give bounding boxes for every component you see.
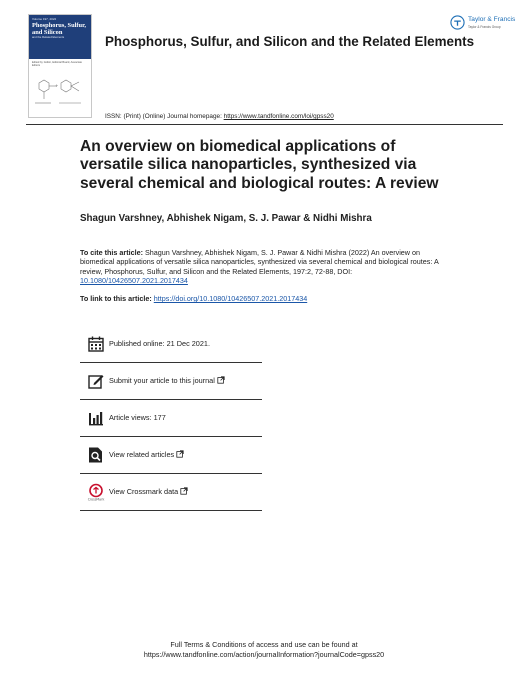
citation-doi-link[interactable]: 10.1080/10426507.2021.2017434 <box>80 275 188 285</box>
journal-homepage-link[interactable]: https://www.tandfonline.com/loi/gpss20 <box>223 113 334 120</box>
crossmark-row[interactable] <box>80 474 262 511</box>
cover-chemical-structure-icon <box>31 73 89 113</box>
svg-text:+: + <box>55 83 59 88</box>
citation-block <box>80 248 450 285</box>
article-views-row <box>80 400 262 437</box>
cover-editors: Edited by: Editor, Editorial Board, Associate Editors <box>32 61 82 68</box>
crossmark-link[interactable] <box>109 487 188 496</box>
bar-chart-icon <box>87 409 105 427</box>
terms-text: Full Terms & Conditions of access and use can be found at <box>170 640 358 649</box>
article-link-label: To link to this article: <box>80 294 152 303</box>
article-title-line: several chemical and biological routes: A review <box>80 174 439 192</box>
published-online-text: Published online: 21 Dec 2021. <box>109 339 211 348</box>
article-metadata-list <box>80 326 262 511</box>
publisher-tagline: Taylor & Francis Group <box>468 25 501 29</box>
related-articles-row[interactable] <box>80 437 262 474</box>
citation-text: Shagun Varshney, Abhishek Nigam, S. J. Pawar & Nidhi Mishra (2022) An overview on biomedical applications of versatile silica nanoparticles, synthesized via several chemical and biological routes: A review, Phosphorus, Sulfur, and Silicon and the Related Elements, 197:2, 72-88, DOI: <box>80 248 439 276</box>
edit-pencil-icon <box>87 372 105 390</box>
submit-article-link[interactable] <box>109 376 225 385</box>
cover-banner <box>29 15 91 59</box>
article-doi-url-link[interactable]: https://doi.org/10.1080/10426507.2021.2017434 <box>153 294 308 303</box>
article-views-text: Article views: 177 <box>109 413 166 422</box>
cover-volume: Volume 197, 2022 <box>32 17 57 21</box>
calendar-icon <box>87 335 105 353</box>
article-authors: Shagun Varshney, Abhishek Nigam, S. J. Pawar & Nidhi Mishra <box>80 213 372 224</box>
article-link-line <box>80 294 307 303</box>
terms-url-link[interactable]: https://www.tandfonline.com/action/journalInformation?journalCode=gpss20 <box>143 649 385 659</box>
cover-subtitle: and the Related Elements <box>32 35 65 40</box>
external-link-icon <box>217 376 225 384</box>
journal-cover-thumbnail <box>28 14 92 118</box>
article-title-line: versatile silica nanoparticles, synthesized via <box>80 156 417 174</box>
header-divider <box>26 124 503 125</box>
issn-prefix: ISSN: (Print) (Online) Journal homepage: <box>105 113 224 120</box>
submit-article-row[interactable] <box>80 363 262 400</box>
publisher-name: Taylor & Francis <box>468 16 516 23</box>
cover-title: Phosphorus, Sulfur, and Silicon <box>32 22 86 36</box>
related-articles-label: View related articles <box>109 450 175 459</box>
external-link-icon <box>180 487 188 495</box>
publisher-logo[interactable] <box>450 14 516 34</box>
related-articles-search-icon <box>87 446 105 464</box>
journal-title: Phosphorus, Sulfur, and Silicon and the Related Elements <box>105 34 475 49</box>
terms-footer <box>0 640 528 659</box>
crossmark-label: View Crossmark data <box>109 487 179 496</box>
external-link-icon <box>176 450 184 458</box>
submit-article-label: Submit your article to this journal <box>109 376 215 385</box>
crossmark-icon <box>87 483 105 501</box>
article-title-line: An overview on biomedical applications of <box>80 138 396 155</box>
article-title <box>80 138 460 193</box>
publisher-emblem-icon <box>450 15 465 30</box>
related-articles-link[interactable] <box>109 450 184 459</box>
citation-label: To cite this article: <box>80 248 143 257</box>
issn-line <box>105 113 334 120</box>
crossmark-caption: CrossMark <box>87 497 105 501</box>
published-online-row <box>80 326 262 363</box>
